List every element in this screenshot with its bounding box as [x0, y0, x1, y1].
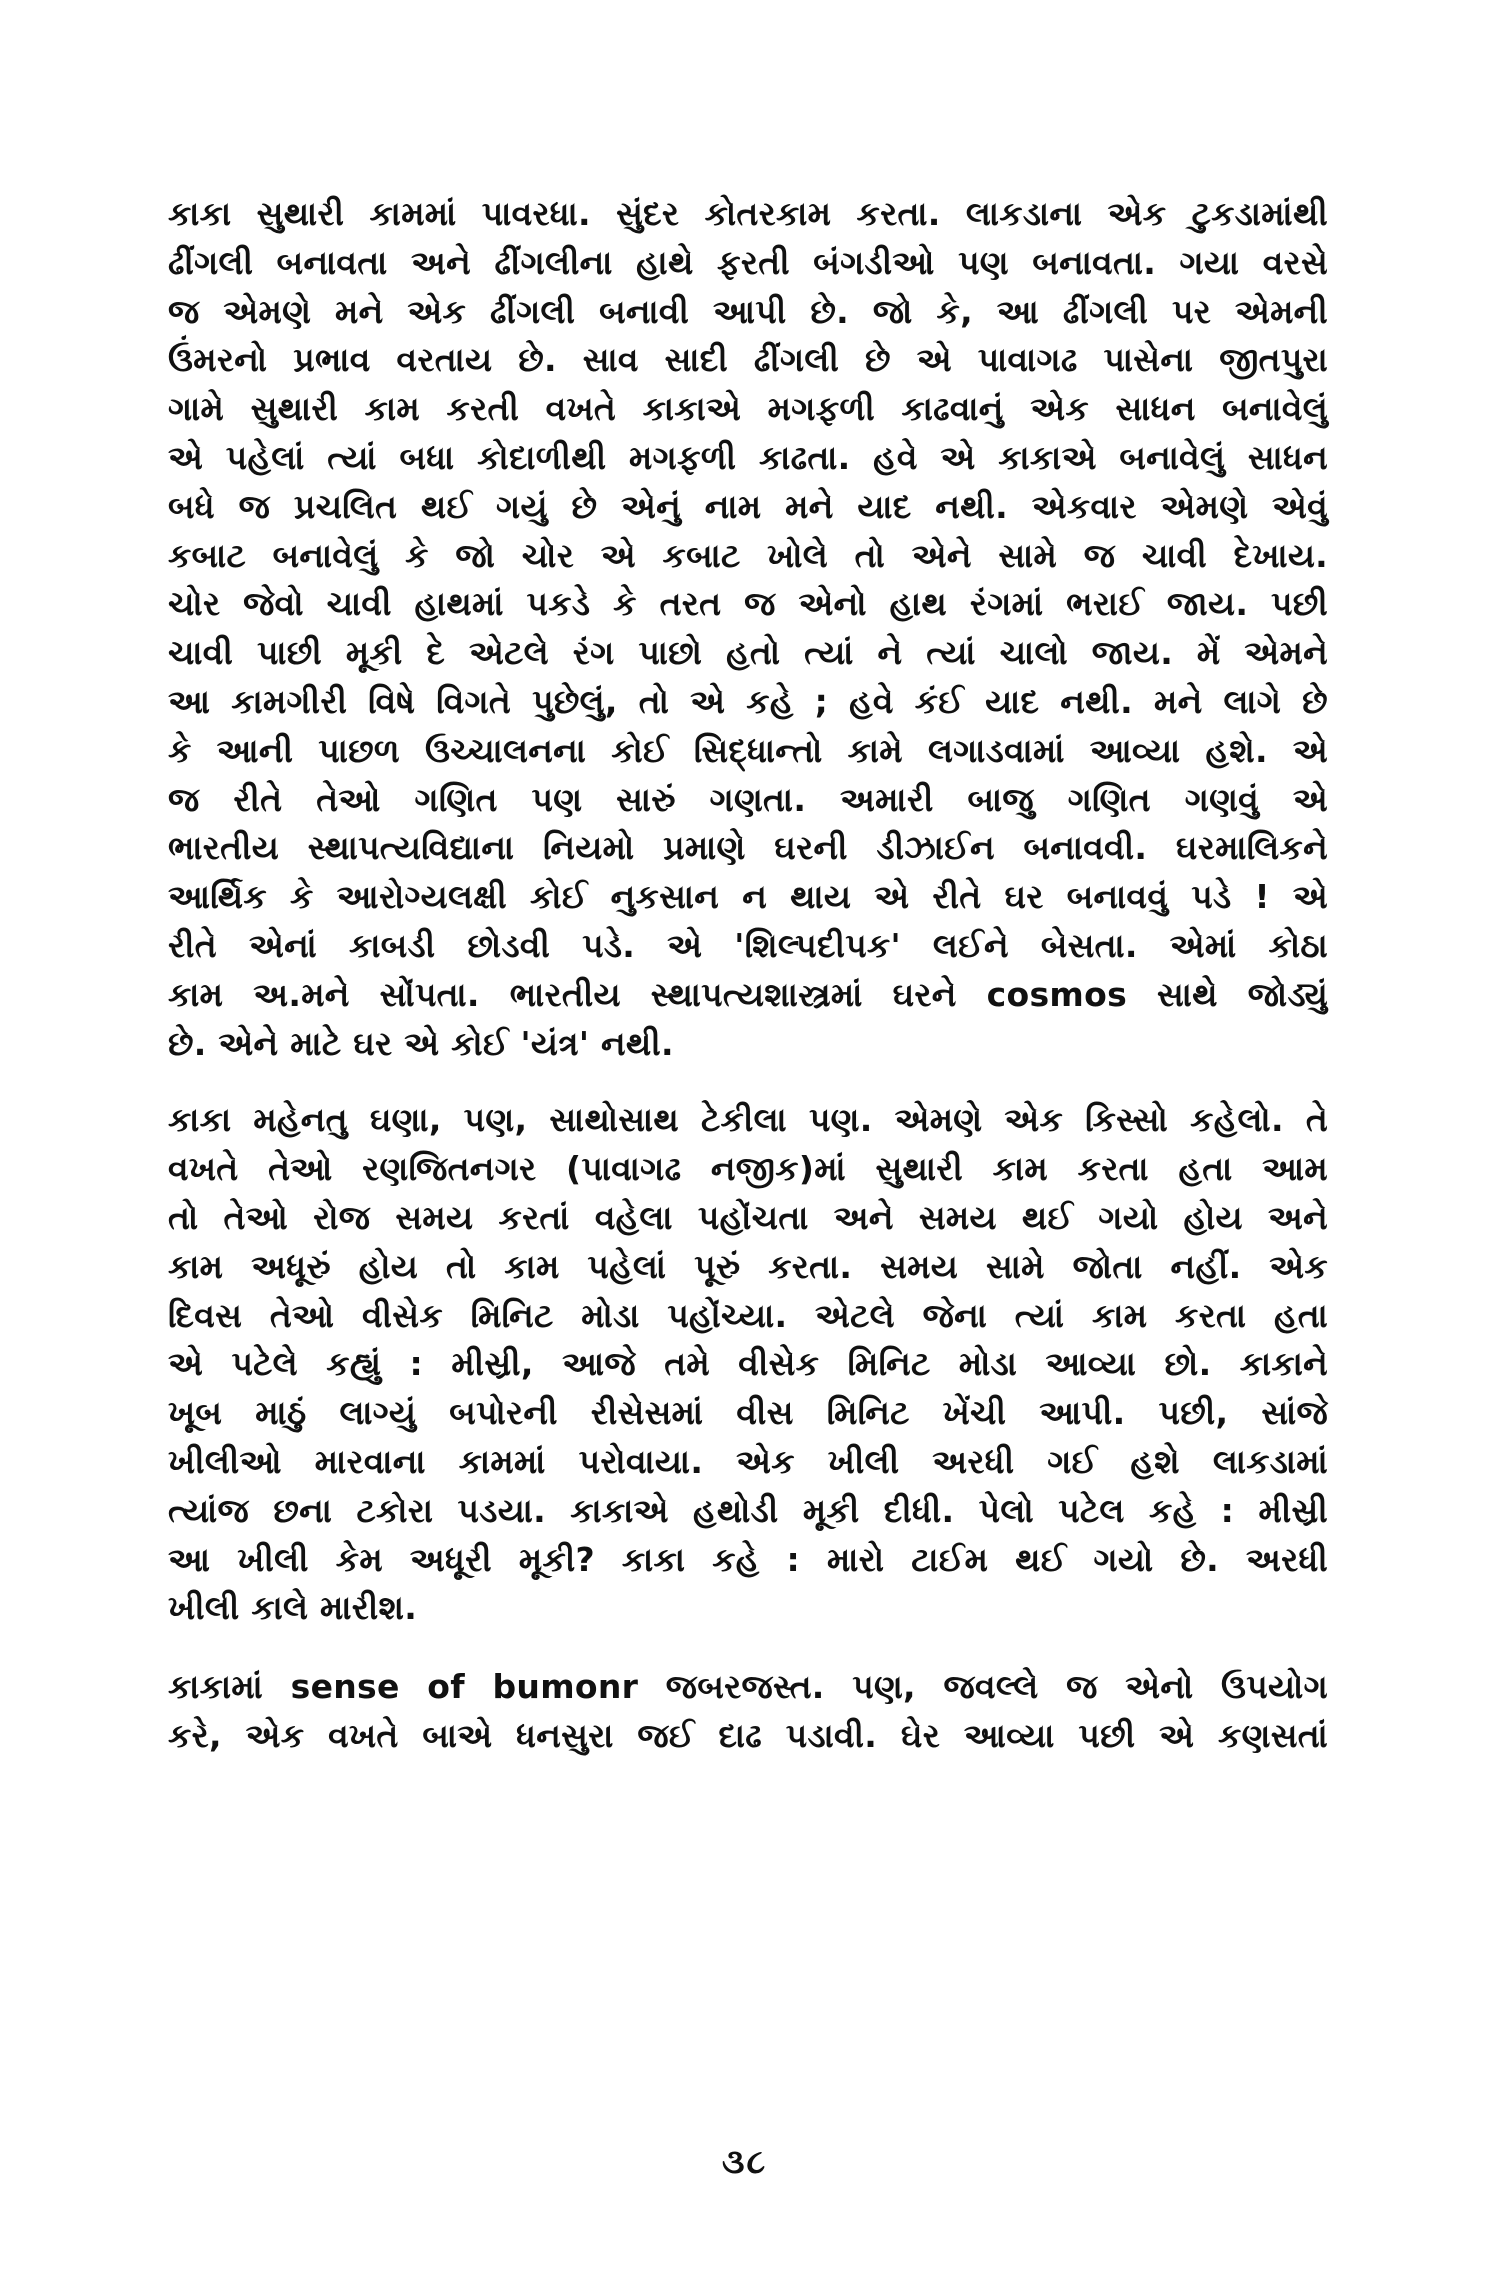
page-number: ૩૮ [721, 2142, 768, 2182]
text-line: કાકા સુથારી કામમાં પાવરધા. સુંદર કોતરકામ કરતા. લાકડાના એક ટુકડામાંથી [168, 194, 1328, 233]
text-line: ચોર જેવો ચાવી હાથમાં પકડે કે તરત જ એનો હાથ રંગમાં ભરાઈ જાય. પછી [168, 584, 1328, 624]
text-line: ખીલી કાલે મારીશ. [168, 1588, 418, 1628]
text-line: એ પહેલાં ત્યાં બધા કોદાળીથી મગફળી કાઢતા. હવે એ કાકાએ બનાવેલું સાધન [168, 437, 1328, 477]
text-line: કામ અ.મને સોંપતા. ભારતીય સ્થાપત્યશાસ્ત્રમાં ઘરને cosmos સાથે જોડ્યું [168, 974, 1328, 1014]
text-line: આ કામગીરી વિષે વિગતે પુછેલું, તો એ કહે ; હવે કંઈ યાદ નથી. મને લાગે છે [168, 681, 1328, 721]
text-line: ભારતીય સ્થાપત્યવિદ્યાના નિયમો પ્રમાણે ઘરની ડીઝાઈન બનાવવી. ઘરમાલિકને [168, 828, 1328, 868]
text-line: રીતે એનાં કાબડી છોડવી પડે. એ 'શિલ્પદીપક' લઈને બેસતા. એમાં કોઠા [168, 925, 1328, 965]
text-line: ઢીંગલી બનાવતા અને ઢીંગલીના હાથે ફરતી બંગડીઓ પણ બનાવતા. ગયા વરસે [168, 242, 1328, 282]
paragraph-1 [168, 190, 1328, 1068]
text-line: ખીલીઓ મારવાના કામમાં પરોવાયા. એક ખીલી અરધી ગઈ હશે લાકડામાં [168, 1441, 1328, 1481]
paragraph-2 [168, 1096, 1328, 1633]
text-line: કાકા મહેનતુ ઘણા, પણ, સાથોસાથ ટેકીલા પણ. એમણે એક કિસ્સો કહેલો. તે [168, 1100, 1328, 1140]
text-line: ત્યાંજ છના ટકોરા પડયા. કાકાએ હથોડી મૂકી દીધી. પેલો પટેલ કહે : મીસ્રી [168, 1490, 1328, 1530]
text-line: વખતે તેઓ રણજિતનગર (પાવાગઢ નજીક)માં સુથારી કામ કરતા હતા આમ [168, 1149, 1328, 1189]
paragraph-3 [168, 1663, 1328, 1761]
text-line: છે. એને માટે ઘર એ કોઈ 'યંત્ર' નથી. [168, 1023, 674, 1063]
text-line: કરે, એક વખતે બાએ ધનસુરા જઈ દાઢ પડાવી. ઘેર આવ્યા પછી એ કણસતાં [168, 1715, 1328, 1755]
text-line: કે આની પાછળ ઉચ્ચાલનના કોઈ સિદ્ધાન્તો કામે લગાડવામાં આવ્યા હશે. એ [168, 730, 1328, 770]
text-line: ખૂબ માઠું લાગ્યું બપોરની રીસેસમાં વીસ મિનિટ ખેંચી આપી. પછી, સાંજે [168, 1393, 1328, 1433]
page-body [168, 190, 1328, 1761]
text-line: આર્થિક કે આરોગ્યલક્ષી કોઈ નુકસાન ન થાય એ રીતે ઘર બનાવવું પડે ! એ [168, 877, 1328, 917]
text-line: જ એમણે મને એક ઢીંગલી બનાવી આપી છે. જો કે, આ ઢીંગલી પર એમની [168, 291, 1328, 331]
text-line: ચાવી પાછી મૂકી દે એટલે રંગ પાછો હતો ત્યાં ને ત્યાં ચાલો જાય. મેં એમને [168, 633, 1328, 673]
text-line: એ પટેલે કહ્યું : મીસ્રી, આજે તમે વીસેક મિનિટ મોડા આવ્યા છો. કાકાને [168, 1344, 1328, 1384]
text-line: દિવસ તેઓ વીસેક મિનિટ મોડા પહોંચ્યા. એટલે જેના ત્યાં કામ કરતા હતા [168, 1295, 1328, 1335]
text-line: બધે જ પ્રચલિત થઈ ગયું છે એનું નામ મને યાદ નથી. એકવાર એમણે એવું [168, 486, 1328, 526]
text-line: જ રીતે તેઓ ગણિત પણ સારું ગણતા. અમારી બાજુ ગણિત ગણવું એ [168, 779, 1328, 819]
text-line: આ ખીલી કેમ અધૂરી મૂકી? કાકા કહે : મારો ટાઈમ થઈ ગયો છે. અરધી [168, 1539, 1328, 1579]
text-line: કામ અધૂરું હોય તો કામ પહેલાં પૂરું કરતા. સમય સામે જોતા નહીં. એક [168, 1246, 1328, 1286]
text-line: તો તેઓ રોજ સમય કરતાં વહેલા પહોંચતા અને સમય થઈ ગયો હોય અને [168, 1197, 1328, 1237]
text-line: કબાટ બનાવેલું કે જો ચોર એ કબાટ ખોલે તો એને સામે જ ચાવી દેખાય. [168, 535, 1328, 575]
text-line: ઉંમરનો પ્રભાવ વરતાય છે. સાવ સાદી ઢીંગલી છે એ પાવાગઢ પાસેના જીતપુરા [168, 340, 1328, 380]
text-line: ગામે સુથારી કામ કરતી વખતે કાકાએ મગફળી કાઢવાનું એક સાધન બનાવેલું [168, 389, 1328, 429]
text-line: કાકામાં sense of bumonr જબરજસ્ત. પણ, જવલ્લે જ એનો ઉપયોગ [168, 1667, 1328, 1707]
